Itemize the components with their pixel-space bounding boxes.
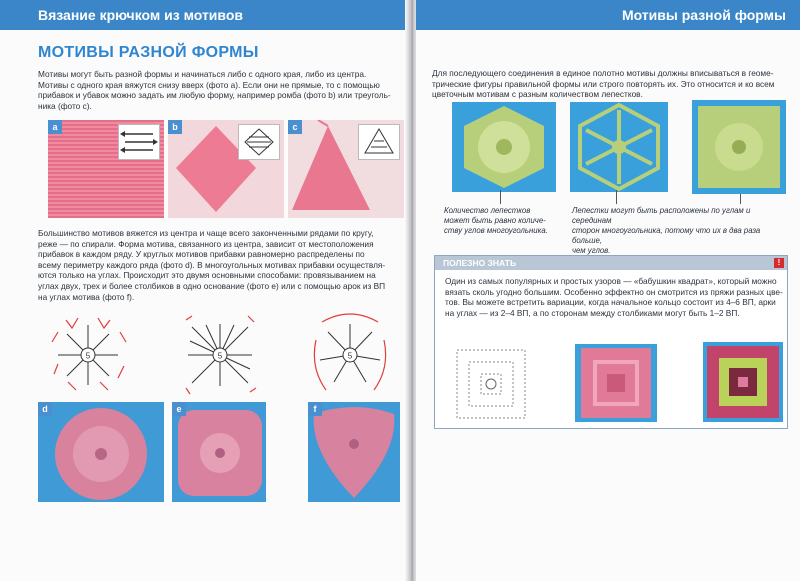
photo-label: d (38, 402, 52, 416)
caption-line: чем углов. (572, 246, 611, 255)
tip-line: на углах — из 2–4 ВП, а по сторонам между столбиками могут быть 1–2 ВП. (445, 307, 740, 318)
intro-line: Для последующего соединения в единое полотно мотивы должны вписываться в геоме- (432, 68, 774, 78)
caption-line: Лепестки могут быть расположены по углам и серединам (572, 206, 751, 225)
body-line: углах двух, трех и более столбиков в одно основание (фото e) или с помощью арок из ВП (38, 280, 386, 291)
chart-triangle-motif (314, 314, 385, 390)
chart-center-label: 5 (347, 351, 353, 361)
caption-line: ству углов многоугольника. (444, 226, 548, 235)
chart-center-label: 5 (85, 351, 91, 361)
caption-line: Количество лепестков (444, 206, 531, 215)
tip-text (445, 276, 785, 318)
round-motif-shape (38, 402, 164, 502)
triangle-motif-shape (308, 402, 400, 502)
photo-a-square-motif (48, 120, 164, 218)
body-line: прибавок в каждом ряду. У круглых мотивов прибавки равномерно распределены по (38, 249, 365, 260)
tip-header (435, 256, 787, 270)
rhombus-diagram (238, 124, 280, 160)
star-flower-shape (570, 102, 668, 192)
intro-line: цветочным мотивам с разным количеством лепестков. (432, 89, 643, 100)
photo-hexagon-motif (452, 102, 556, 192)
right-page-header: Мотивы разной формы (416, 0, 800, 30)
tip-line: вязать сколь угодно большим. Особенно эффектно он смотрится из пряжи разных цве- (445, 286, 783, 297)
arrows-icon (119, 125, 159, 159)
photo-label: a (48, 120, 62, 134)
photo-granny-square-pink (575, 344, 657, 422)
body-paragraph (38, 228, 408, 302)
caption-pointer (500, 190, 501, 204)
intro-line: Мотивы могут быть разной формы и начинаться либо с одного края, либо из центра. (38, 69, 367, 79)
tip-line: Один из самых популярных и простых узоров — «бабушкин квадрат», который можно (445, 276, 777, 286)
triangle-diagram (358, 124, 400, 160)
photo-star-motif (570, 102, 668, 192)
photo-label: c (288, 120, 302, 134)
left-page-header: Вязание крючком из мотивов (0, 0, 412, 30)
body-line: реже — по спирали. Форма мотива, связанного из центра, зависит от местоположения (38, 238, 374, 249)
granny-pink-shape (575, 344, 657, 422)
photo-f-triangle-motif (308, 402, 400, 502)
intro-paragraph (38, 69, 408, 111)
caption-line: сторон многоугольника, потому что их в два раза больше, (572, 226, 761, 245)
triangle-rows-icon (359, 125, 399, 159)
exclamation-icon: ! (774, 258, 784, 268)
body-line: на углах мотива (фото f). (38, 291, 135, 302)
body-line: Большинство мотивов вяжется из центра и чаще всего законченными рядами по кругу, (38, 228, 374, 238)
photo-b-rhombus-motif (168, 120, 284, 218)
photo-c-triangle-motif (288, 120, 404, 218)
intro-line: Мотивы с одного края вяжутся снизу вверх (фото a). Если они не прямые, то с помощью (38, 79, 380, 90)
caption-pointer (740, 194, 741, 204)
crochet-charts (46, 312, 406, 398)
row-direction-diagram (118, 124, 160, 160)
body-line: ются только на углах. Происходит это двумя основными способами: провязыванием на (38, 270, 376, 281)
photo-label: e (172, 402, 186, 416)
photo-e-square-motif (172, 402, 266, 502)
photo-label: b (168, 120, 182, 134)
chart-square-motif (186, 316, 256, 394)
caption-pointer (616, 190, 617, 204)
intro-line: трические фигуры правильной формы или строго повторять их. Это относится и ко всем (432, 78, 775, 89)
hexagon-flower-shape (452, 102, 556, 192)
chart-round-motif (52, 318, 126, 390)
photo-label: f (308, 402, 322, 416)
chart-center-label: 5 (217, 351, 223, 361)
caption-petals-count (444, 206, 564, 236)
photo-square-flower-motif (692, 100, 786, 194)
tip-title: ПОЛЕЗНО ЗНАТЬ (443, 258, 517, 268)
tip-line: тов. Вы можете встретить вариации, когда начальное кольцо состоит из 4–6 ВП, арки (445, 297, 776, 308)
photo-granny-square-multicolor (703, 342, 783, 422)
photo-d-round-motif (38, 402, 164, 502)
useful-tip-box (434, 255, 788, 429)
square-flower-shape (692, 100, 786, 194)
section-title: МОТИВЫ РАЗНОЙ ФОРМЫ (38, 44, 259, 61)
intro-line: ника (фото c). (38, 100, 92, 111)
body-line: всему периметру каждого ряда (фото d). В многоугольных мотивах прибавки осуществля- (38, 259, 386, 270)
right-intro-paragraph (432, 68, 792, 100)
caption-petals-position (572, 206, 787, 256)
square-motif-shape (172, 402, 266, 502)
caption-line: может быть равно количе- (444, 216, 546, 225)
granny-multicolor-shape (703, 342, 783, 422)
granny-square-chart (453, 346, 529, 422)
intro-line: прибавок и убавок можно задать им любую форму, например ромба (фото b) или треуголь- (38, 90, 391, 101)
rhombus-rows-icon (239, 125, 279, 159)
